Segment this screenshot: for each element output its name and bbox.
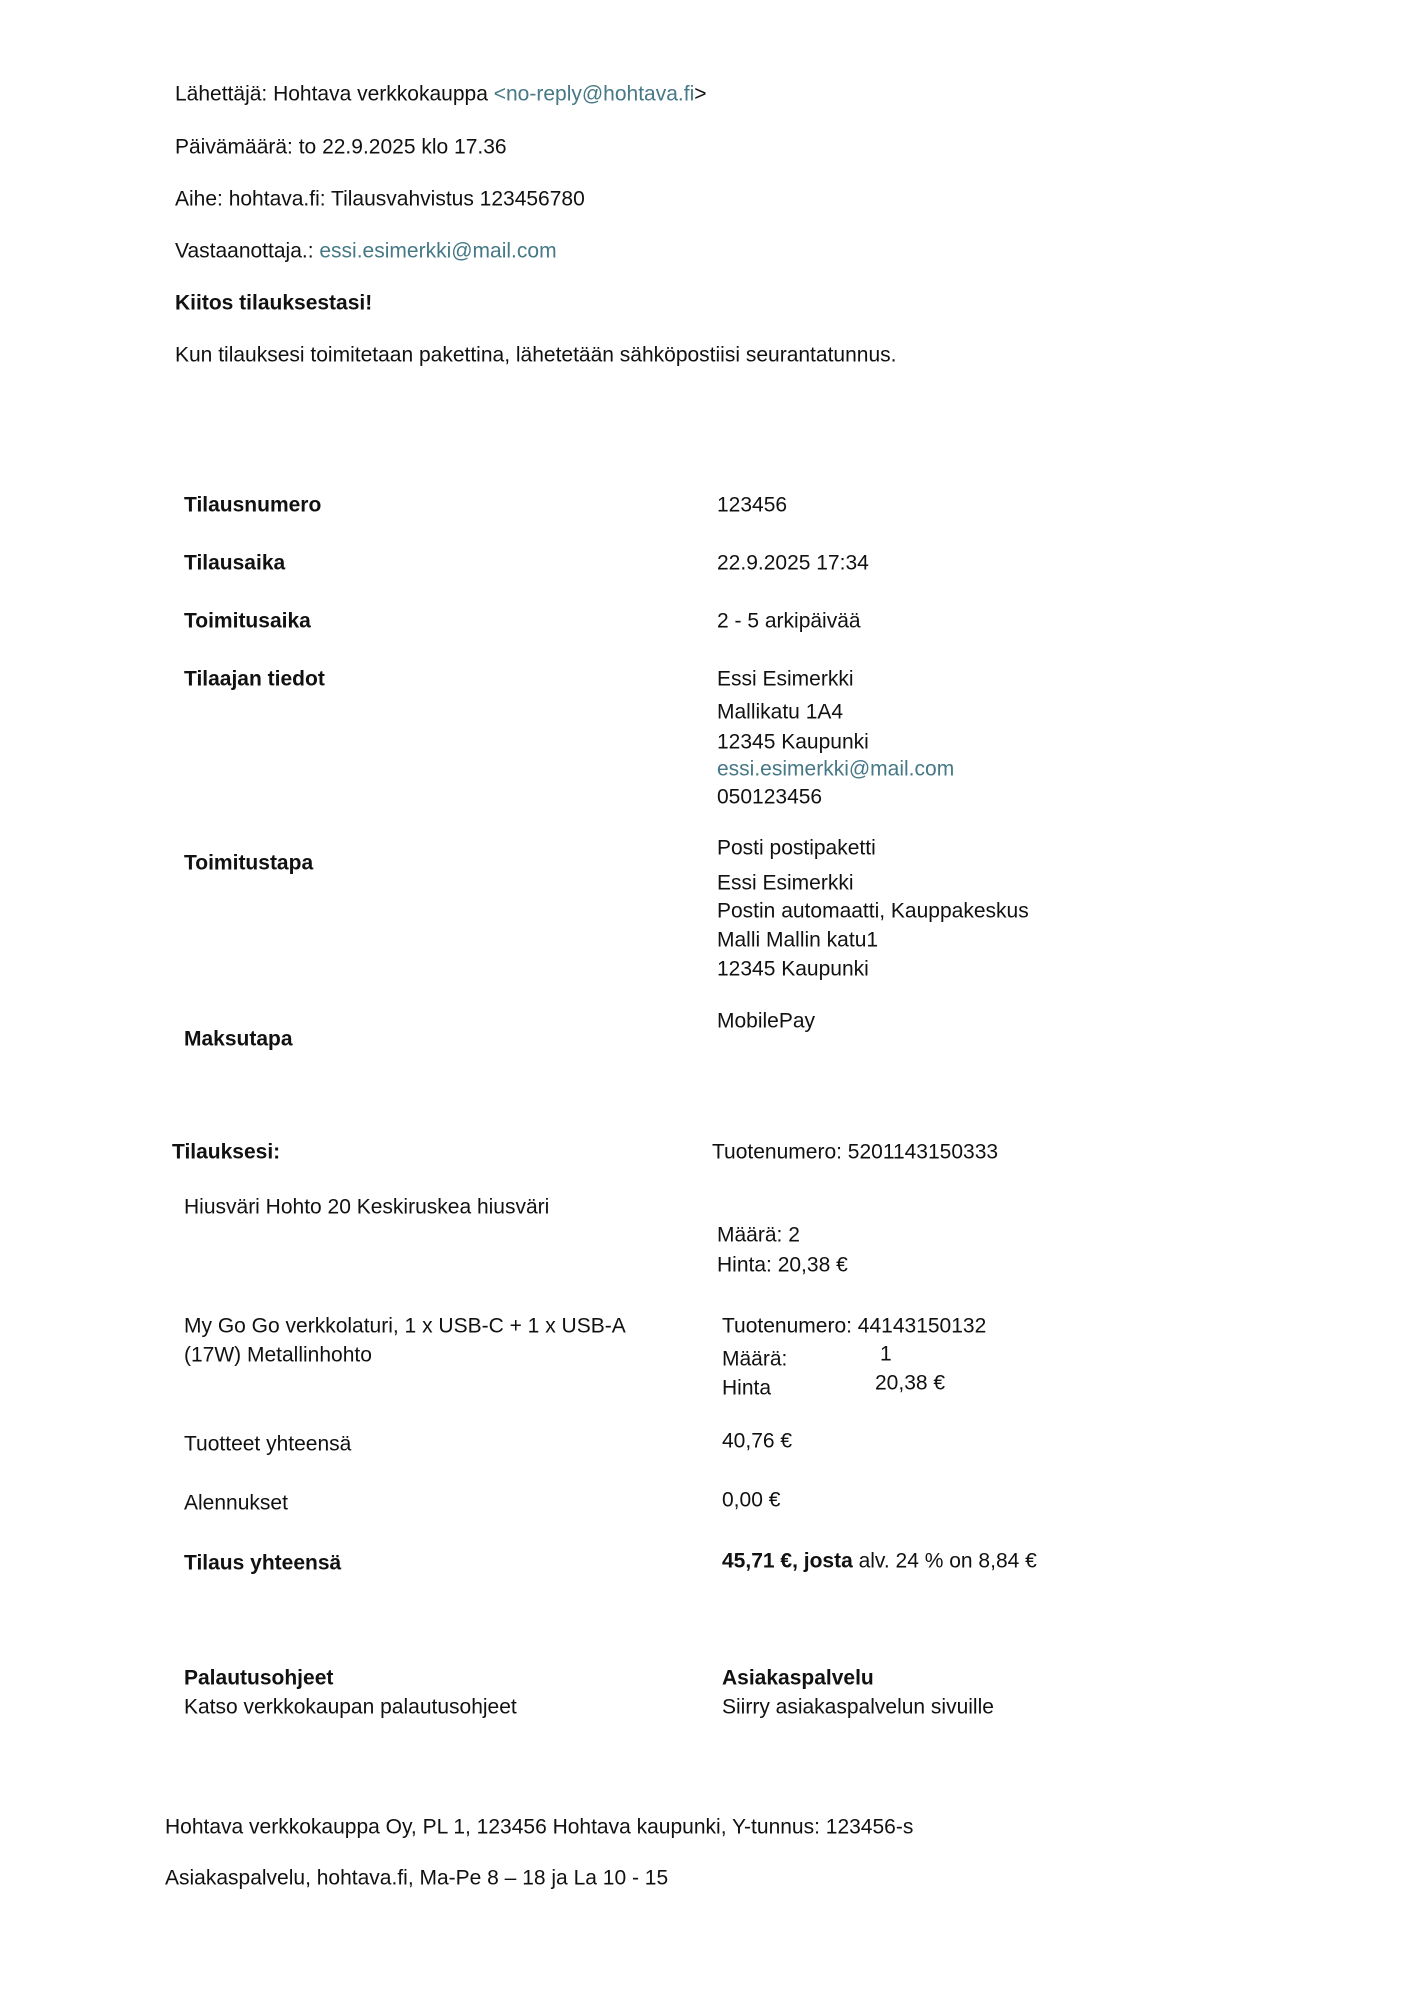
recipient-email-link[interactable]: essi.esimerkki@mail.com: [319, 239, 557, 263]
support-link[interactable]: Siirry asiakaspalvelun sivuille: [722, 1695, 994, 1719]
date-line: Päivämäärä: to 22.9.2025 klo 17.36: [175, 135, 507, 159]
item-2-name-line1: My Go Go verkkolaturi, 1 x USB-C + 1 x USB-A: [184, 1314, 626, 1338]
delivery-street: Malli Mallin katu1: [717, 928, 879, 952]
delivery-pickup-point: Postin automaatti, Kauppakeskus: [717, 899, 1029, 923]
order-items-heading: Tilauksesi:: [172, 1140, 281, 1164]
item-1-price: Hinta: 20,38 €: [717, 1253, 848, 1277]
order-total-amount: 45,71 €, josta: [722, 1549, 853, 1573]
payment-method-value: MobilePay: [717, 1009, 816, 1033]
tracking-note: Kun tilauksesi toimitetaan pakettina, lähetetään sähköpostiisi seurantatunnus.: [175, 343, 897, 367]
item-1-product-number: Tuotenumero: 5201143150333: [712, 1140, 999, 1164]
item-2-name-line2: (17W) Metallinhohto: [184, 1343, 372, 1367]
sender-email-link[interactable]: no-reply@hohtava.fi: [505, 82, 695, 106]
subject-line: Aihe: hohtava.fi: Tilausvahvistus 123456780: [175, 187, 585, 211]
footer-company: Hohtava verkkokauppa Oy, PL 1, 123456 Hohtava kaupunki, Y-tunnus: 123456-s: [165, 1815, 914, 1839]
order-number-label: Tilausnumero: [184, 493, 322, 517]
products-total-label: Tuotteet yhteensä: [184, 1432, 352, 1456]
customer-email-link[interactable]: essi.esimerkki@mail.com: [717, 757, 955, 781]
item-2-price-label: Hinta: [722, 1376, 772, 1400]
item-2-quantity-label: Määrä:: [722, 1347, 788, 1371]
delivery-time-label: Toimitusaika: [184, 609, 311, 633]
item-1-name: Hiusväri Hohto 20 Keskiruskea hiusväri: [184, 1195, 550, 1219]
returns-title: Palautusohjeet: [184, 1666, 334, 1690]
customer-info-label: Tilaajan tiedot: [184, 667, 325, 691]
delivery-time-value: 2 - 5 arkipäivää: [717, 609, 861, 633]
sender-line: [175, 84, 707, 105]
sender-label: Lähettäjä: Hohtava verkkokauppa: [175, 82, 494, 106]
order-number-value: 123456: [717, 493, 788, 517]
delivery-recipient-name: Essi Esimerkki: [717, 871, 854, 895]
customer-name: Essi Esimerkki: [717, 667, 854, 691]
order-time-label: Tilausaika: [184, 551, 286, 575]
discounts-label: Alennukset: [184, 1491, 288, 1515]
recipient-label: Vastaanottaja.:: [175, 239, 320, 263]
customer-phone: 050123456: [717, 785, 823, 809]
products-total-value: 40,76 €: [722, 1429, 793, 1453]
customer-street: Mallikatu 1A4: [717, 700, 844, 724]
support-title: Asiakaspalvelu: [722, 1666, 874, 1690]
thanks-heading: Kiitos tilauksestasi!: [175, 291, 373, 315]
customer-city: 12345 Kaupunki: [717, 730, 869, 754]
item-2-product-number: Tuotenumero: 44143150132: [722, 1314, 987, 1338]
delivery-method-label: Toimitustapa: [184, 851, 314, 875]
discounts-value: 0,00 €: [722, 1488, 781, 1512]
item-2-price-value: 20,38 €: [875, 1371, 946, 1395]
sender-email-open: <: [493, 82, 506, 106]
payment-method-label: Maksutapa: [184, 1027, 293, 1051]
delivery-city: 12345 Kaupunki: [717, 957, 869, 981]
footer-hours: Asiakaspalvelu, hohtava.fi, Ma-Pe 8 – 18 ja La 10 - 15: [165, 1866, 669, 1890]
order-total-label: Tilaus yhteensä: [184, 1551, 342, 1575]
recipient-line: [175, 241, 557, 262]
order-total-value: [722, 1551, 1037, 1572]
delivery-method-value: Posti postipaketti: [717, 836, 876, 860]
item-1-quantity: Määrä: 2: [717, 1223, 800, 1247]
sender-email-close: >: [694, 82, 707, 106]
order-time-value: 22.9.2025 17:34: [717, 551, 869, 575]
item-2-quantity-value: 1: [880, 1342, 892, 1366]
order-total-vat: alv. 24 % on 8,84 €: [852, 1549, 1037, 1573]
returns-link[interactable]: Katso verkkokaupan palautusohjeet: [184, 1695, 517, 1719]
